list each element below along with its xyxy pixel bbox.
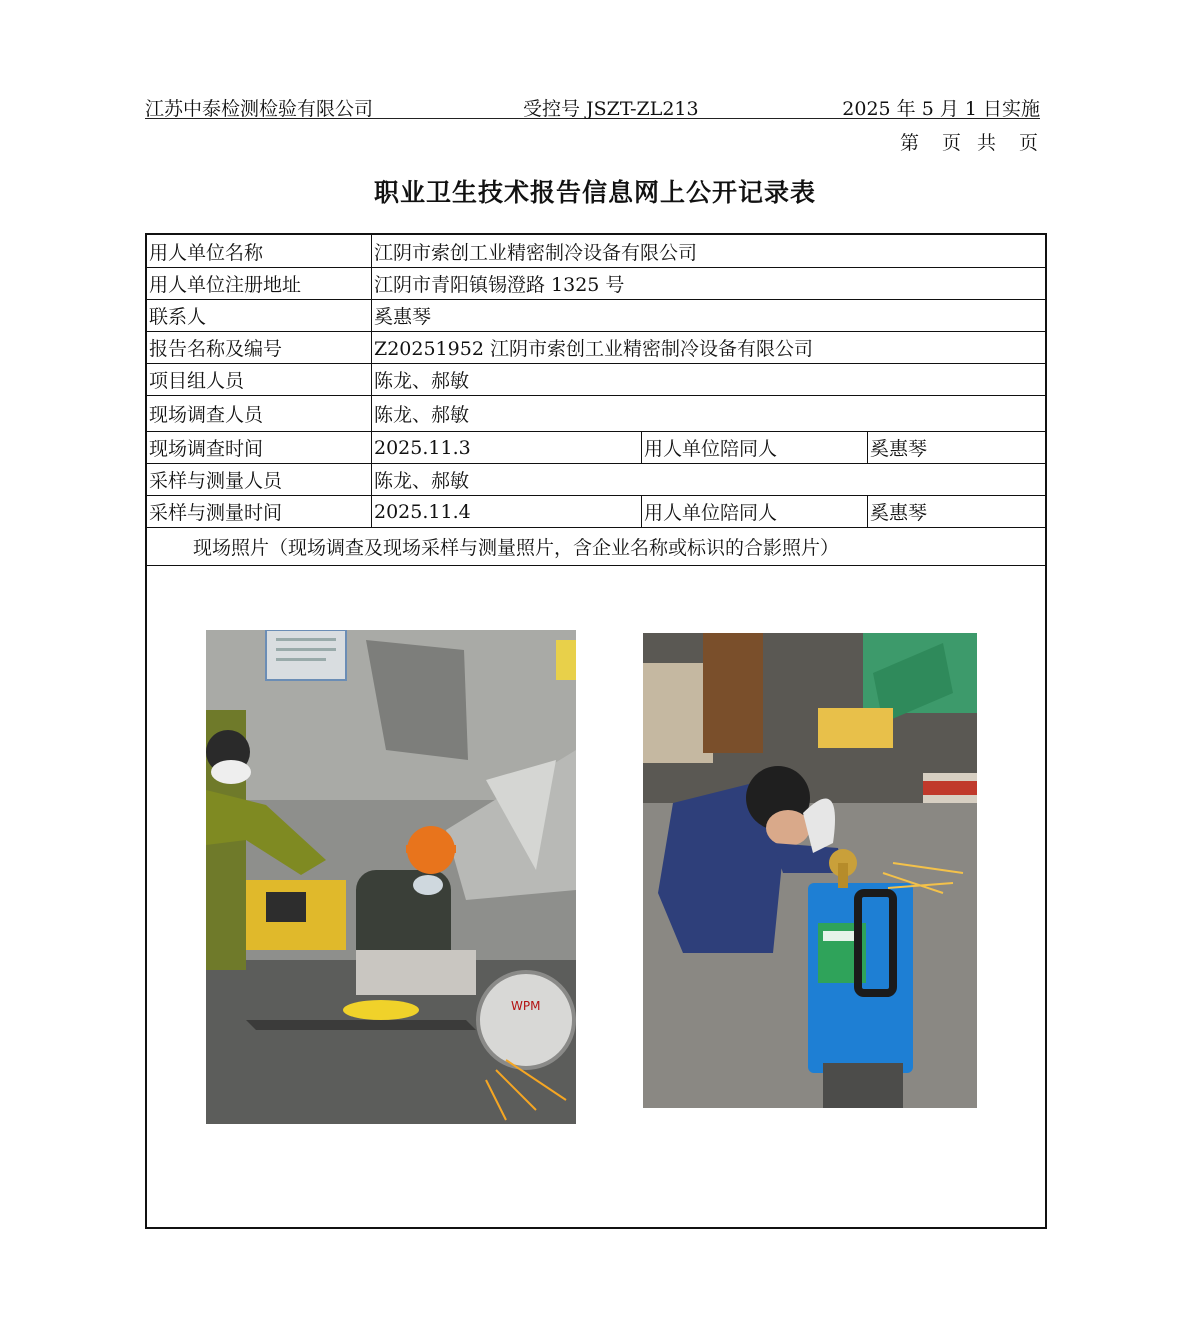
page-current: 第 页: [899, 132, 963, 154]
document-header: [145, 92, 1040, 119]
row-survey-staff: [147, 396, 1045, 432]
escort-value: 奚惠琴: [870, 502, 928, 524]
page-total: 共 页: [976, 132, 1040, 154]
field-label: 现场调查时间: [147, 432, 372, 463]
field-value: 江阴市索创工业精密制冷设备有限公司: [374, 241, 698, 264]
field-value: 2025.11.4: [372, 496, 642, 527]
field-value: 江阴市青阳镇锡澄路 1325 号: [374, 274, 625, 296]
row-sampling-time: [147, 496, 1045, 528]
page-title: 职业卫生技术报告信息网上公开记录表: [373, 178, 816, 207]
field-label: 联系人: [147, 300, 372, 331]
field-label: 用人单位名称: [147, 235, 372, 267]
control-number: 受控号 JSZT-ZL213: [523, 98, 699, 120]
field-value: Z20251952 江阴市索创工业精密制冷设备有限公司: [374, 338, 813, 360]
site-photo-sampling: [643, 633, 977, 1108]
effective-date: 2025 年 5 月 1 日实施: [842, 98, 1040, 120]
field-label: 现场调查人员: [147, 396, 372, 431]
row-survey-time: [147, 432, 1045, 464]
field-label: 采样与测量人员: [147, 464, 372, 495]
row-sampling-staff: [147, 464, 1045, 496]
row-project-team: [147, 364, 1045, 396]
photos-label: 现场照片（现场调查及现场采样与测量照片，含企业名称或标识的合影照片）: [193, 537, 840, 559]
site-photo-cutting: [206, 630, 576, 1124]
field-value: 陈龙、郝敏: [374, 370, 470, 392]
field-label: 用人单位注册地址: [147, 268, 372, 299]
escort-value: 奚惠琴: [870, 438, 928, 460]
field-value: 2025.11.3: [372, 432, 642, 463]
field-label: 报告名称及编号: [147, 332, 372, 363]
row-employer-name: [147, 235, 1045, 268]
field-label: 采样与测量时间: [147, 496, 372, 527]
field-value: 陈龙、郝敏: [374, 404, 470, 426]
saw-brand-text: WPM: [511, 999, 541, 1013]
company-name: 江苏中泰检测检验有限公司: [145, 98, 374, 120]
page-number: [886, 128, 1040, 155]
escort-label: 用人单位陪同人: [642, 496, 868, 527]
field-value: 陈龙、郝敏: [374, 470, 470, 492]
escort-label: 用人单位陪同人: [642, 432, 868, 463]
field-label: 项目组人员: [147, 364, 372, 395]
row-registered-address: [147, 268, 1045, 300]
row-photos-header: [147, 528, 1045, 566]
row-report-name: [147, 332, 1045, 364]
field-value: 奚惠琴: [374, 306, 432, 328]
row-contact-person: [147, 300, 1045, 332]
